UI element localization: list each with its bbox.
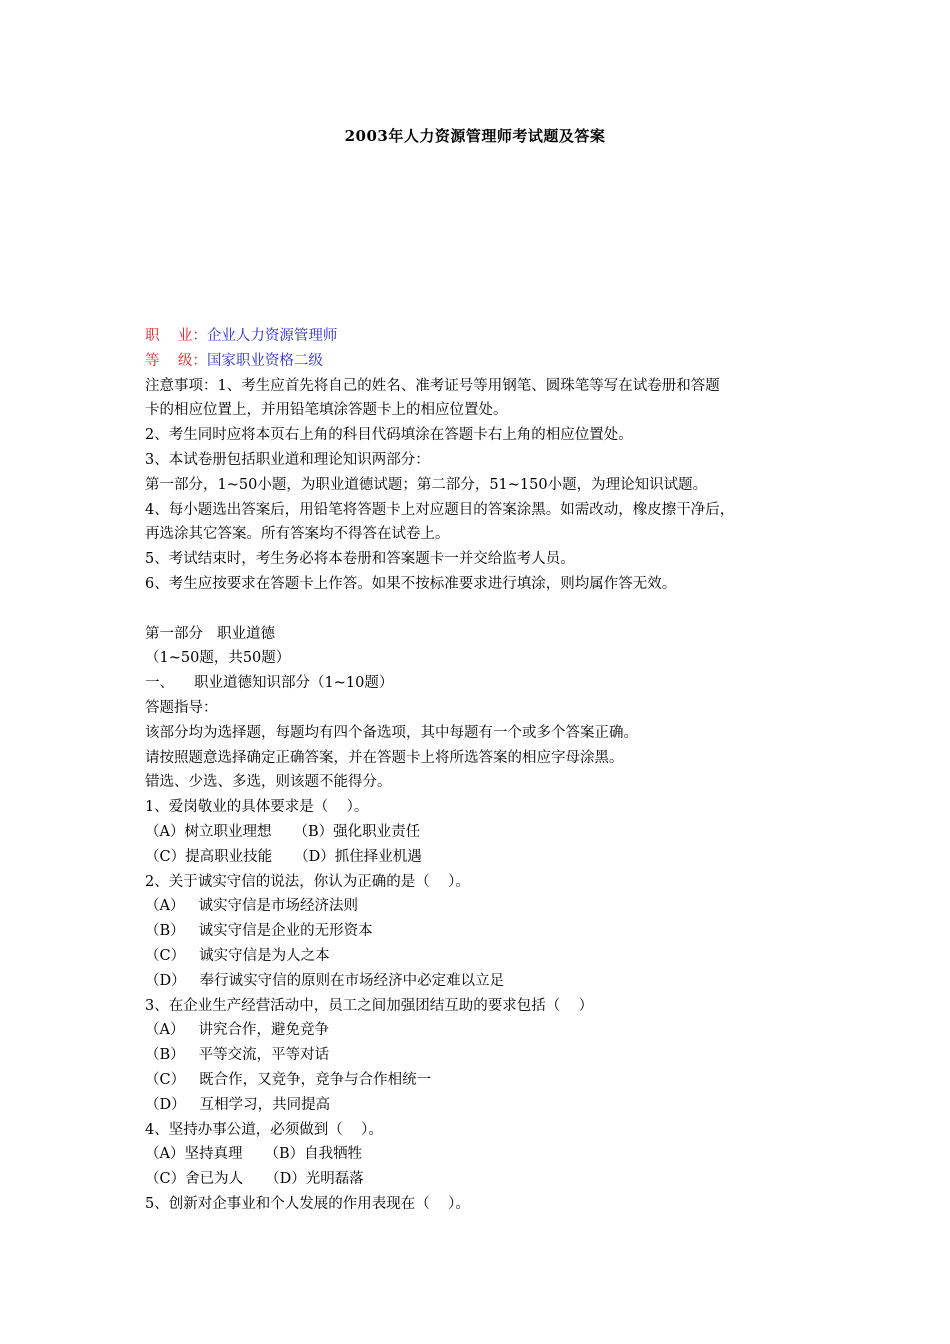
note-1-line-1: 注意事项：1、考生应首先将自己的姓名、准考证号等用钢笔、圆珠笔等写在试卷册和答题 (145, 377, 720, 394)
question-4-options-cd (145, 1167, 825, 1192)
question-4-option-d: （D）光明磊落 (265, 1171, 364, 1188)
question-4-options-ab (145, 1142, 825, 1167)
option-key: （C） (145, 1071, 186, 1088)
question-1-option-d: （D）抓住择业机遇 (294, 848, 422, 865)
question-1-options-cd (145, 845, 825, 870)
guide-line-3: 错选、少选、多选，则该题不能得分。 (145, 774, 392, 791)
occupation-value: 企业人力资源管理师 (206, 328, 338, 344)
option-text: 诚实守信是为人之本 (199, 947, 330, 964)
option-key: （C） (145, 947, 186, 964)
option-key: （D） (145, 1096, 186, 1113)
part-1-range: （1~50题，共50题） (145, 650, 291, 667)
question-2-option-a (145, 894, 825, 919)
note-3: 3、本试卷册包括职业道和理论知识两部分： (145, 451, 430, 468)
option-text: 互相学习，共同提高 (199, 1096, 331, 1113)
occupation-line (145, 324, 825, 349)
note-5: 5、考试结束时，考生务必将本卷册和答案题卡一并交给监考人员。 (145, 551, 575, 568)
option-key: （A） (145, 898, 185, 915)
question-1-option-b: （B）强化职业责任 (293, 823, 421, 840)
section-1-number: 一、 (145, 675, 174, 692)
question-4: 4、坚持办事公道，必须做到（ ）。 (145, 1121, 383, 1138)
question-2-option-b (145, 919, 825, 944)
guide-line-2: 请按照题意选择确定正确答案，并在答题卡上将所选答案的相应字母涂黑。 (145, 749, 624, 766)
question-3: 3、在企业生产经营活动中，员工之间加强团结互助的要求包括（ ） (145, 997, 594, 1014)
note-1-line-2: 卡的相应位置上，并用铅笔填涂答题卡上的相应位置处。 (145, 402, 508, 419)
question-4-option-a: （A）坚持真理 (145, 1146, 243, 1163)
option-text: 平等交流，平等对话 (198, 1047, 330, 1064)
occupation-label: 职 业： (145, 328, 207, 344)
section-1-heading (145, 671, 825, 696)
level-value: 国家职业资格二级 (206, 352, 323, 369)
option-key: （A） (145, 1022, 185, 1039)
option-text: 讲究合作，避免竞争 (198, 1022, 329, 1039)
question-2-option-c (145, 944, 825, 969)
option-text: 诚实守信是市场经济法则 (198, 898, 358, 915)
question-1-option-a: （A）树立职业理想 (145, 823, 272, 840)
question-2: 2、关于诚实守信的说法，你认为正确的是（ ）。 (145, 873, 470, 890)
option-key: （D） (145, 972, 186, 989)
option-key: （B） (145, 923, 185, 940)
note-6: 6、考生应按要求在答题卡上作答。如果不按标准要求进行填涂，则均属作答无效。 (145, 575, 677, 592)
question-5: 5、创新对企事业和个人发展的作用表现在（ ）。 (145, 1195, 470, 1212)
level-line (145, 349, 825, 374)
option-text: 奉行诚实守信的原则在市场经济中必定难以立足 (199, 972, 505, 989)
document-title: 2003年人力资源管理师考试题及答案 (344, 127, 606, 145)
note-4-line-2: 再选涂其它答案。所有答案均不得答在试卷上。 (145, 526, 450, 543)
question-1: 1、爱岗敬业的具体要求是（ ）。 (145, 799, 369, 816)
note-3-detail: 第一部分，1~50小题，为职业道德试题；第二部分，51~150小题，为理论知识试题。 (145, 476, 708, 493)
question-4-option-b: （B）自我牺牲 (264, 1146, 363, 1163)
level-label: 等 级： (145, 352, 207, 369)
question-2-option-d (145, 969, 825, 994)
question-3-option-c (145, 1068, 825, 1093)
question-3-option-d (145, 1093, 825, 1118)
note-4-line-1: 4、每小题选出答案后，用铅笔将答题卡上对应题目的答案涂黑。如需改动，橡皮擦干净后， (145, 501, 735, 518)
question-4-option-c: （C）舍已为人 (145, 1171, 244, 1188)
document-body (145, 324, 825, 1217)
part-1-title: 职业道德 (217, 625, 275, 642)
question-1-options-ab (145, 820, 825, 845)
option-key: （B） (145, 1047, 185, 1064)
section-1-title: 职业道德知识部分（1~10题） (194, 675, 394, 692)
guide-title: 答题指导： (145, 699, 218, 716)
spacer (145, 597, 825, 622)
option-text: 诚实守信是企业的无形资本 (198, 923, 373, 940)
option-text: 既合作，又竞争，竞争与合作相统一 (199, 1071, 432, 1088)
part-1-label: 第一部分 (145, 625, 203, 642)
question-3-option-b (145, 1043, 825, 1068)
guide-line-1: 该部分均为选择题，每题均有四个备选项，其中每题有一个或多个答案正确。 (145, 724, 638, 741)
note-2: 2、考生同时应将本页右上角的科目代码填涂在答题卡右上角的相应位置处。 (145, 427, 633, 444)
question-1-option-c: （C）提高职业技能 (145, 848, 273, 865)
part-1-heading (145, 622, 825, 647)
question-3-option-a (145, 1018, 825, 1043)
